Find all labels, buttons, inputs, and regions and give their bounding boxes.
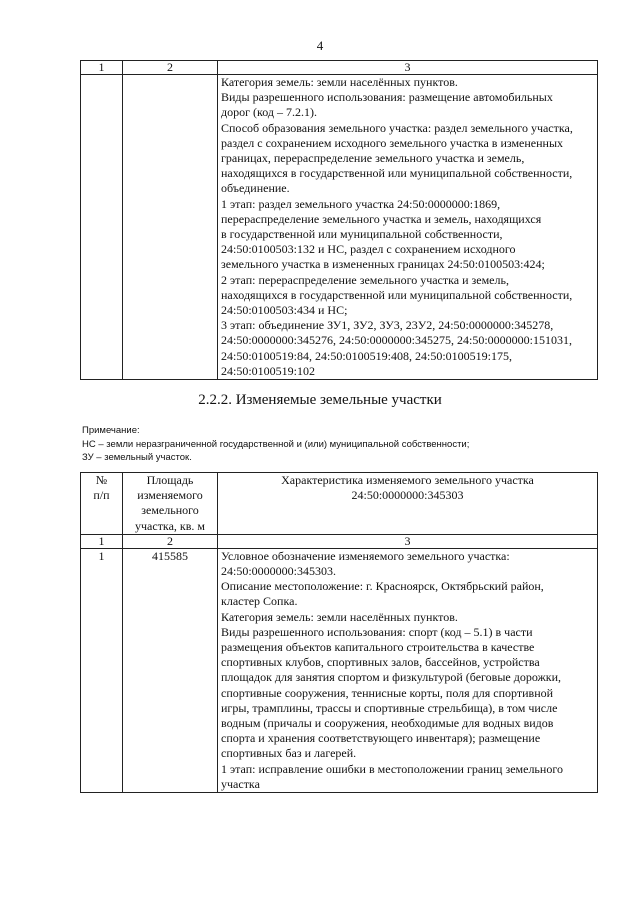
note-block xyxy=(82,424,469,465)
text-line: 24:50:0100519:84, 24:50:0100519:408, 24:50:0100519:175, xyxy=(221,348,513,363)
text-line: игры, трамплины, трассы и спортивные стрельбища), в том числе xyxy=(221,700,558,715)
header-line: изменяемого xyxy=(137,488,203,503)
column-number-row xyxy=(81,534,598,548)
text-line: 24:50:0100519:102 xyxy=(221,363,316,378)
table-top-continuation xyxy=(80,60,598,380)
text-line: 24:50:0000000:345303. xyxy=(221,564,337,579)
header-line: 24:50:0000000:345303 xyxy=(351,488,464,503)
note-title: Примечание: xyxy=(82,425,140,436)
text-line: находящихся в государственной или муниципальной собственности, xyxy=(221,287,573,302)
text-line: 3 этап: объединение ЗУ1, ЗУ2, ЗУ3, 23У2, 24:50:0000000:345278, xyxy=(221,318,554,333)
text-line: раздел с сохранением исходного земельного участка в измененных xyxy=(221,135,564,150)
text-line: спортивных клубов, спортивных залов, бассейнов, устройства xyxy=(221,655,540,670)
text-line: 24:50:0100503:434 и НС; xyxy=(221,303,348,318)
header-line: п/п xyxy=(93,488,110,503)
table-header-row xyxy=(81,473,598,535)
column-number-row xyxy=(81,61,598,75)
text-line: 1 этап: исправление ошибки в местоположении границ земельного xyxy=(221,761,563,776)
table-changed-parcels xyxy=(80,472,598,793)
col-number-2: 2 xyxy=(123,61,218,75)
text-line: Описание местоположение: г. Красноярск, Октябрьский район, xyxy=(221,579,544,594)
header-area xyxy=(123,473,218,535)
header-line: № xyxy=(95,473,108,487)
text-line: Категория земель: земли населённых пунктов. xyxy=(221,609,458,624)
col-number-3: 3 xyxy=(218,61,598,75)
page-number: 4 xyxy=(316,38,324,53)
row-number-cell xyxy=(81,75,123,380)
characteristics-cell xyxy=(218,548,598,792)
text-line: водным (причалы и сооружения, необходимые для водных видов xyxy=(221,716,554,731)
table-row xyxy=(81,548,598,792)
table-row xyxy=(81,75,598,380)
area-cell: 415585 xyxy=(123,548,218,792)
note-line-ns: НС – земли неразграниченной государственной и (или) муниципальной собственности; xyxy=(82,438,470,450)
col-number-1: 1 xyxy=(81,534,123,548)
text-line: 1 этап: раздел земельного участка 24:50:0000000:1869, xyxy=(221,196,501,211)
text-line: 24:50:0000000:345276, 24:50:0000000:345275, 24:50:0000000:151031, xyxy=(221,333,573,348)
characteristics-cell xyxy=(218,75,598,380)
text-line: границах, перераспределение земельного участка и земель, xyxy=(221,151,525,166)
header-line: участка, кв. м xyxy=(135,518,205,533)
area-cell xyxy=(123,75,218,380)
header-line: земельного xyxy=(141,503,199,518)
text-line: спортивных баз и лагерей. xyxy=(221,746,357,761)
text-line: спортивные сооружения, теннисные корты, поля для спортивной xyxy=(221,685,554,700)
row-number-cell: 1 xyxy=(81,548,123,792)
text-line: дорог (код – 7.2.1). xyxy=(221,105,317,120)
text-line: Условное обозначение изменяемого земельного участка: xyxy=(221,548,510,563)
text-line: кластер Сопка. xyxy=(221,594,298,609)
text-line: Виды разрешенного использования: размещение автомобильных xyxy=(221,90,553,105)
col-number-3: 3 xyxy=(218,534,598,548)
text-line: размещения объектов капитального строительства в качестве xyxy=(221,640,535,655)
text-line: 2 этап: перераспределение земельного участка и земель, xyxy=(221,272,509,287)
text-line: Виды разрешенного использования: спорт (код – 5.1) в части xyxy=(221,624,533,639)
text-line: участка xyxy=(221,776,260,791)
header-number xyxy=(81,473,123,535)
section-heading: 2.2.2. Изменяемые земельные участки xyxy=(198,392,442,408)
col-number-2: 2 xyxy=(123,534,218,548)
note-line-zu: ЗУ – земельный участок. xyxy=(82,452,192,463)
text-line: в государственной или муниципальной собственности, xyxy=(221,227,503,242)
text-line: земельного участка в измененных границах 24:50:0100503:424; xyxy=(221,257,545,272)
header-line: Характеристика изменяемого земельного участка xyxy=(281,473,534,487)
text-line: площадок для занятия спортом и физкультурой (беговые дорожки, xyxy=(221,670,562,685)
text-line: 24:50:0100503:132 и НС, раздел с сохранением исходного xyxy=(221,242,516,257)
text-line: объединение. xyxy=(221,181,290,196)
text-line: Способ образования земельного участка: раздел земельного участка, xyxy=(221,120,573,135)
header-line: Площадь xyxy=(146,473,194,487)
header-characteristics xyxy=(218,473,598,535)
text-line: перераспределение земельного участка и земель, находящихся xyxy=(221,211,542,226)
text-line: Категория земель: земли населённых пунктов. xyxy=(221,75,458,89)
text-line: находящихся в государственной или муниципальной собственности, xyxy=(221,166,573,181)
text-line: спорта и хранения соответствующего инвентаря); размещение xyxy=(221,731,541,746)
col-number-1: 1 xyxy=(81,61,123,75)
